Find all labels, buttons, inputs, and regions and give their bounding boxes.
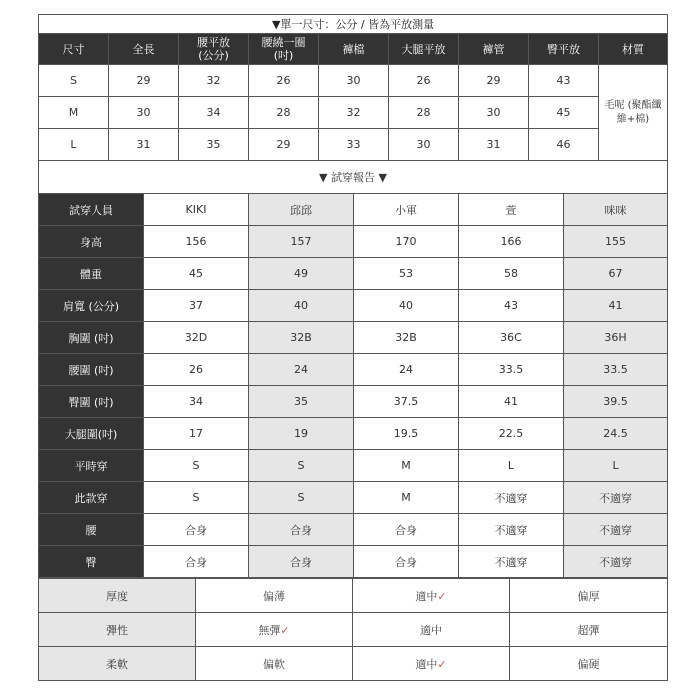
size-cell: 46 bbox=[529, 129, 599, 161]
report-cell: 萱 bbox=[459, 194, 564, 226]
report-row-label: 平時穿 bbox=[39, 450, 144, 482]
feel-option bbox=[196, 613, 353, 647]
header-cell: 大腿平放 bbox=[389, 34, 459, 65]
report-cell: 邱邱 bbox=[249, 194, 354, 226]
report-cell: 43 bbox=[459, 290, 564, 322]
report-cell: 36C bbox=[459, 322, 564, 354]
report-cell: 33.5 bbox=[564, 354, 668, 386]
report-cell: S bbox=[249, 482, 354, 514]
fitting-report-table bbox=[38, 161, 668, 578]
size-cell: 31 bbox=[109, 129, 179, 161]
header-cell: 褲管 bbox=[459, 34, 529, 65]
size-cell: 30 bbox=[389, 129, 459, 161]
check-mark-icon: ✓ bbox=[437, 589, 447, 603]
feel-option bbox=[510, 579, 668, 613]
report-cell: 24 bbox=[249, 354, 354, 386]
size-table bbox=[38, 14, 668, 161]
size-cell: 30 bbox=[319, 65, 389, 97]
report-cell: M bbox=[354, 450, 459, 482]
size-cell: 29 bbox=[459, 65, 529, 97]
report-cell: 53 bbox=[354, 258, 459, 290]
report-cell: 45 bbox=[144, 258, 249, 290]
size-cell: L bbox=[39, 129, 109, 161]
feel-option-text: 超彈 bbox=[577, 623, 600, 637]
report-row-label: 臀圍 (吋) bbox=[39, 386, 144, 418]
material-cell: 毛呢 (聚酯纖 維+棉) bbox=[599, 65, 668, 161]
report-title: ▼ 試穿報告 ▼ bbox=[39, 161, 668, 194]
report-row bbox=[39, 322, 668, 354]
report-row bbox=[39, 226, 668, 258]
size-cell: 26 bbox=[249, 65, 319, 97]
report-cell: 36H bbox=[564, 322, 668, 354]
header-cell: 尺寸 bbox=[39, 34, 109, 65]
report-cell: 合身 bbox=[249, 546, 354, 578]
size-cell: S bbox=[39, 65, 109, 97]
header-cell: 腰平放 (公分) bbox=[179, 34, 249, 65]
report-cell: 不適穿 bbox=[564, 546, 668, 578]
check-mark-icon: ✓ bbox=[437, 657, 447, 671]
report-cell: 170 bbox=[354, 226, 459, 258]
report-cell: 32B bbox=[249, 322, 354, 354]
report-cell: 34 bbox=[144, 386, 249, 418]
feel-option bbox=[353, 579, 510, 613]
size-cell: 28 bbox=[249, 97, 319, 129]
report-cell: 合身 bbox=[354, 514, 459, 546]
report-row bbox=[39, 258, 668, 290]
report-cell: 19.5 bbox=[354, 418, 459, 450]
report-cell: M bbox=[354, 482, 459, 514]
size-cell: 29 bbox=[109, 65, 179, 97]
feel-option-text: 偏硬 bbox=[577, 657, 600, 671]
report-cell: 32B bbox=[354, 322, 459, 354]
feel-body bbox=[39, 579, 668, 681]
report-row-label: 試穿人員 bbox=[39, 194, 144, 226]
report-body bbox=[39, 194, 668, 578]
report-row-label: 大腿圍(吋) bbox=[39, 418, 144, 450]
report-cell: 41 bbox=[564, 290, 668, 322]
size-cell: 33 bbox=[319, 129, 389, 161]
feel-option-text: 適中 bbox=[420, 623, 442, 637]
report-row bbox=[39, 482, 668, 514]
feel-option-text: 偏厚 bbox=[577, 589, 600, 603]
size-table-title: ▼單一尺寸：公分 / 皆為平放測量 bbox=[39, 15, 668, 34]
size-cell: 29 bbox=[249, 129, 319, 161]
report-cell: 37 bbox=[144, 290, 249, 322]
feel-option bbox=[196, 579, 353, 613]
size-cell: 34 bbox=[179, 97, 249, 129]
report-cell: 32D bbox=[144, 322, 249, 354]
size-cell: 30 bbox=[109, 97, 179, 129]
report-cell: 41 bbox=[459, 386, 564, 418]
check-mark-icon: ✓ bbox=[280, 623, 290, 637]
report-cell: S bbox=[249, 450, 354, 482]
report-cell: 不適穿 bbox=[459, 482, 564, 514]
report-row-label: 體重 bbox=[39, 258, 144, 290]
feel-option-text: 偏軟 bbox=[263, 657, 285, 671]
report-row bbox=[39, 386, 668, 418]
report-cell: L bbox=[459, 450, 564, 482]
feel-option-text: 無彈 bbox=[258, 623, 281, 637]
report-row bbox=[39, 450, 668, 482]
feel-option bbox=[510, 647, 668, 681]
report-cell: S bbox=[144, 482, 249, 514]
header-cell: 材質 bbox=[599, 34, 668, 65]
report-cell: 49 bbox=[249, 258, 354, 290]
report-row-label: 腰圍 (吋) bbox=[39, 354, 144, 386]
size-cell: 31 bbox=[459, 129, 529, 161]
report-row-label: 肩寬 (公分) bbox=[39, 290, 144, 322]
report-row bbox=[39, 418, 668, 450]
report-cell: 39.5 bbox=[564, 386, 668, 418]
feel-option bbox=[353, 613, 510, 647]
report-cell: 不適穿 bbox=[459, 546, 564, 578]
report-cell: 24.5 bbox=[564, 418, 668, 450]
report-cell: 37.5 bbox=[354, 386, 459, 418]
report-row-label: 胸圍 (吋) bbox=[39, 322, 144, 354]
feel-option bbox=[196, 647, 353, 681]
report-cell: 40 bbox=[354, 290, 459, 322]
report-cell: 35 bbox=[249, 386, 354, 418]
report-cell: 157 bbox=[249, 226, 354, 258]
report-row bbox=[39, 290, 668, 322]
report-cell: 67 bbox=[564, 258, 668, 290]
feel-label: 柔軟 bbox=[39, 647, 196, 681]
report-row-label: 此款穿 bbox=[39, 482, 144, 514]
report-cell: 小軍 bbox=[354, 194, 459, 226]
feel-option-text: 適中 bbox=[415, 657, 438, 671]
feel-option bbox=[510, 613, 668, 647]
report-cell: 156 bbox=[144, 226, 249, 258]
report-row-label: 身高 bbox=[39, 226, 144, 258]
feel-label: 彈性 bbox=[39, 613, 196, 647]
size-chart-container bbox=[38, 14, 667, 681]
size-cell: 30 bbox=[459, 97, 529, 129]
report-cell: 合身 bbox=[144, 546, 249, 578]
report-cell: 155 bbox=[564, 226, 668, 258]
report-row bbox=[39, 354, 668, 386]
report-cell: 17 bbox=[144, 418, 249, 450]
fabric-feel-table bbox=[38, 578, 668, 681]
report-row-label: 臀 bbox=[39, 546, 144, 578]
header-cell: 腰繞一圈 (吋) bbox=[249, 34, 319, 65]
size-cell: 32 bbox=[179, 65, 249, 97]
feel-row bbox=[39, 647, 668, 681]
report-cell: 合身 bbox=[249, 514, 354, 546]
report-cell: 166 bbox=[459, 226, 564, 258]
size-row-m bbox=[39, 97, 668, 129]
header-cell: 全長 bbox=[109, 34, 179, 65]
size-cell: 43 bbox=[529, 65, 599, 97]
feel-row bbox=[39, 613, 668, 647]
feel-option-text: 偏薄 bbox=[263, 589, 285, 603]
feel-row bbox=[39, 579, 668, 613]
size-cell: 26 bbox=[389, 65, 459, 97]
size-cell: 45 bbox=[529, 97, 599, 129]
report-cell: 58 bbox=[459, 258, 564, 290]
report-cell: 咪咪 bbox=[564, 194, 668, 226]
report-cell: 24 bbox=[354, 354, 459, 386]
report-cell: S bbox=[144, 450, 249, 482]
size-table-header-row bbox=[39, 34, 668, 65]
feel-option bbox=[353, 647, 510, 681]
report-cell: 不適穿 bbox=[564, 482, 668, 514]
report-cell: 合身 bbox=[354, 546, 459, 578]
report-cell: 19 bbox=[249, 418, 354, 450]
report-row-label: 腰 bbox=[39, 514, 144, 546]
report-cell: 26 bbox=[144, 354, 249, 386]
report-row bbox=[39, 546, 668, 578]
report-cell: 不適穿 bbox=[459, 514, 564, 546]
size-cell: 35 bbox=[179, 129, 249, 161]
report-cell: 40 bbox=[249, 290, 354, 322]
report-cell: 33.5 bbox=[459, 354, 564, 386]
report-cell: 不適穿 bbox=[564, 514, 668, 546]
feel-option-text: 適中 bbox=[415, 589, 438, 603]
report-row bbox=[39, 514, 668, 546]
size-cell: M bbox=[39, 97, 109, 129]
size-row-s bbox=[39, 65, 668, 97]
size-cell: 28 bbox=[389, 97, 459, 129]
header-cell: 褲檔 bbox=[319, 34, 389, 65]
size-cell: 32 bbox=[319, 97, 389, 129]
feel-label: 厚度 bbox=[39, 579, 196, 613]
report-cell: L bbox=[564, 450, 668, 482]
report-cell: KIKI bbox=[144, 194, 249, 226]
report-cell: 22.5 bbox=[459, 418, 564, 450]
report-cell: 合身 bbox=[144, 514, 249, 546]
size-row-l bbox=[39, 129, 668, 161]
report-row bbox=[39, 194, 668, 226]
header-cell: 臀平放 bbox=[529, 34, 599, 65]
